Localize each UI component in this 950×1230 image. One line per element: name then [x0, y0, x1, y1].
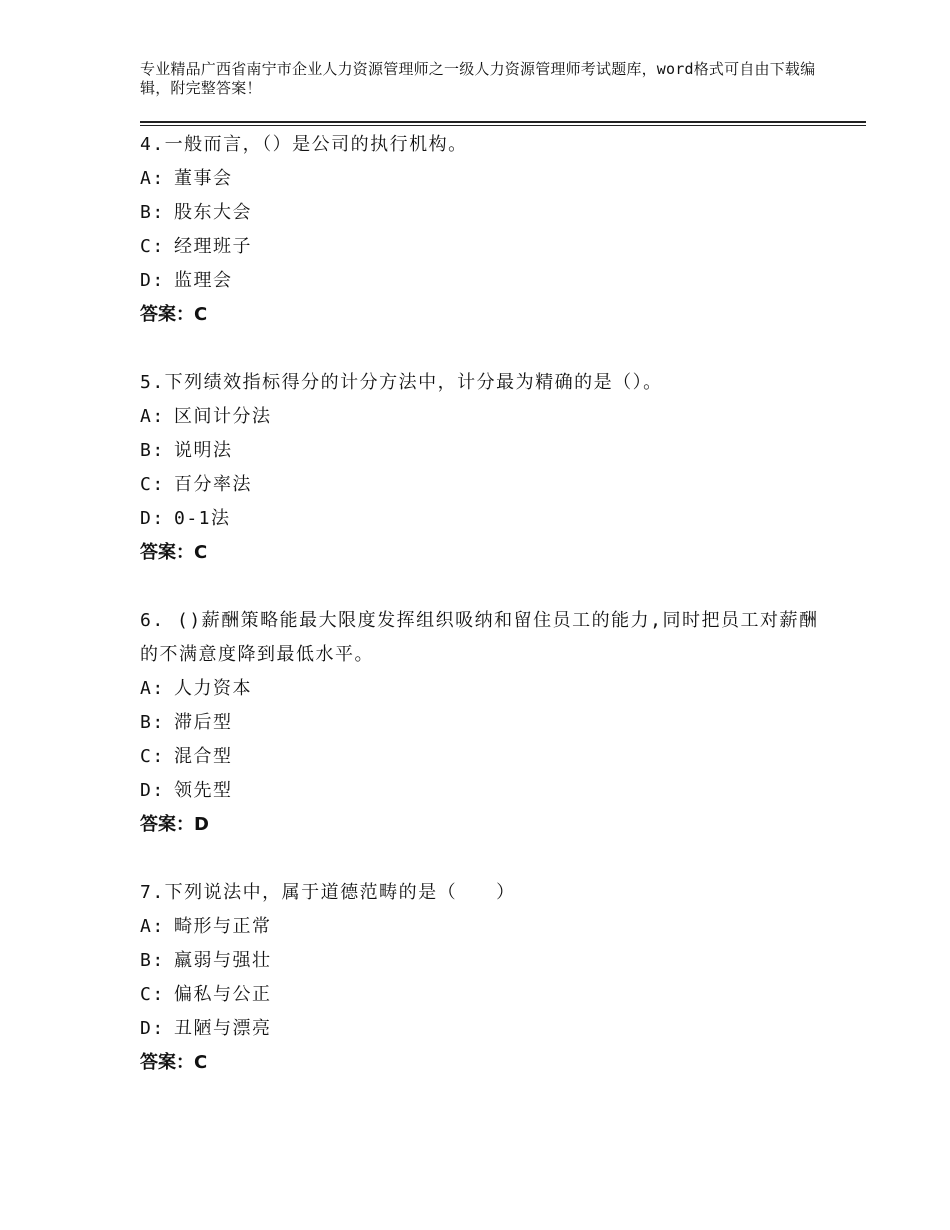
option-a	[140, 910, 830, 944]
answer-label: 答案：C	[140, 304, 208, 325]
option-letter: C:	[140, 984, 165, 1005]
option-text: 人力资本	[174, 678, 252, 699]
answer-label: 答案：C	[140, 542, 208, 563]
question-7	[140, 876, 830, 1080]
option-text: 羸弱与强壮	[174, 950, 272, 971]
option-letter: B:	[140, 712, 165, 733]
option-text: 偏私与公正	[174, 984, 272, 1005]
option-letter: D:	[140, 270, 165, 291]
option-text: 丑陋与漂亮	[174, 1018, 272, 1039]
option-letter: C:	[140, 236, 165, 257]
answer-label: 答案：D	[140, 814, 209, 835]
option-b	[140, 944, 830, 978]
option-d	[140, 774, 830, 808]
header-rule-thick	[140, 121, 866, 123]
option-c	[140, 740, 830, 774]
option-d	[140, 502, 830, 536]
option-c	[140, 230, 830, 264]
option-d	[140, 264, 830, 298]
question-text: 4.一般而言，（）是公司的执行机构。	[140, 134, 468, 155]
option-letter: D:	[140, 508, 165, 529]
question-6	[140, 604, 830, 842]
option-letter: D:	[140, 780, 165, 801]
option-text: 领先型	[174, 780, 233, 801]
question-text: 7.下列说法中，属于道德范畴的是（ ）	[140, 882, 516, 903]
option-d	[140, 1012, 830, 1046]
option-letter: A:	[140, 406, 165, 427]
option-a	[140, 162, 830, 196]
option-text: 混合型	[174, 746, 233, 767]
option-letter: D:	[140, 1018, 165, 1039]
option-text: 说明法	[174, 440, 233, 461]
option-text: 股东大会	[174, 202, 252, 223]
option-text: 滞后型	[174, 712, 233, 733]
option-text: 区间计分法	[174, 406, 272, 427]
option-letter: B:	[140, 202, 165, 223]
option-a	[140, 672, 830, 706]
answer-label: 答案：C	[140, 1052, 208, 1073]
option-text: 经理班子	[174, 236, 252, 257]
option-letter: C:	[140, 746, 165, 767]
option-letter: B:	[140, 440, 165, 461]
option-c	[140, 978, 830, 1012]
question-text: 5.下列绩效指标得分的计分方法中，计分最为精确的是（）。	[140, 372, 663, 393]
option-letter: C:	[140, 474, 165, 495]
option-b	[140, 434, 830, 468]
option-b	[140, 706, 830, 740]
option-text: 畸形与正常	[174, 916, 272, 937]
option-text: 百分率法	[174, 474, 252, 495]
option-letter: A:	[140, 678, 165, 699]
option-a	[140, 400, 830, 434]
option-letter: A:	[140, 916, 165, 937]
question-4	[140, 128, 830, 332]
question-5	[140, 366, 830, 570]
option-text: 监理会	[174, 270, 233, 291]
question-text: 6. ()薪酬策略能最大限度发挥组织吸纳和留住员工的能力,同时把员工对薪酬的不满意度降到最低水平。	[140, 610, 819, 665]
option-b	[140, 196, 830, 230]
document-header: 专业精品广西省南宁市企业人力资源管理师之一级人力资源管理师考试题库，word格式可自由下载编辑，附完整答案！	[140, 60, 816, 97]
option-text: 0-1法	[174, 508, 231, 529]
option-letter: A:	[140, 168, 165, 189]
option-text: 董事会	[174, 168, 233, 189]
header-rule-thin	[140, 125, 866, 126]
question-list	[140, 128, 830, 1080]
option-letter: B:	[140, 950, 165, 971]
option-c	[140, 468, 830, 502]
